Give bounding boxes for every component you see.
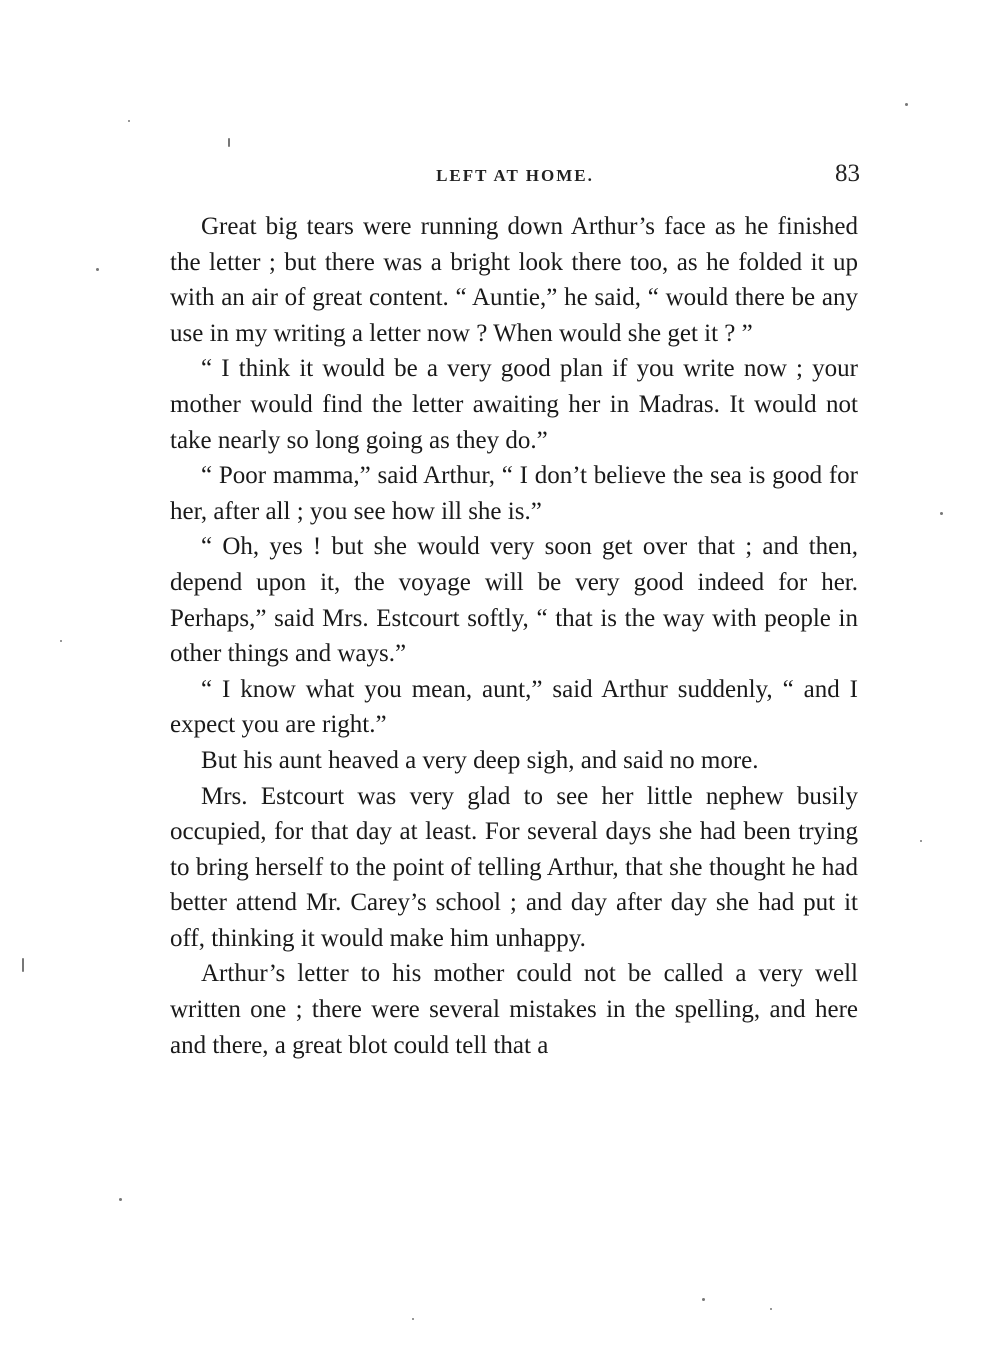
paragraph: “ Poor mamma,” said Arthur, “ I don’t believe the sea is good for her, after all ; you see how ill she is.” — [170, 462, 858, 525]
scan-speck — [96, 268, 99, 271]
scan-speck — [905, 103, 908, 106]
paragraph: But his aunt heaved a very deep sigh, and said no more. — [201, 746, 759, 774]
scan-speck — [920, 840, 922, 842]
paragraph: “ Oh, yes ! but she would very soon get over that ; and then, depend upon it, the voyage will be very good indeed for her. Perhaps,” said Mrs. Estcourt softly, “ that is the way with people in other things and ways.” — [170, 533, 858, 668]
scan-speck — [128, 120, 130, 122]
scan-speck — [770, 1308, 772, 1310]
paragraph: Arthur’s letter to his mother could not be called a very well written one ; there were several mistakes in the spelling, and here and there, a great blot could tell that a — [170, 960, 858, 1059]
body-text — [170, 209, 858, 1063]
scan-speck — [60, 640, 62, 642]
scan-speck — [228, 138, 230, 147]
paragraph: “ I know what you mean, aunt,” said Arthur suddenly, “ and I expect you are right.” — [170, 675, 858, 739]
scan-speck — [412, 1318, 414, 1320]
page-number: 83 — [835, 160, 860, 187]
paragraph: Great big tears were running down Arthur’s face as he finished the letter ; but there was a bright look there too, as he folded it up with an air of great content. “ Auntie,” he said, “ would there be any use in my writing a letter now ? When would she get it ? ” — [170, 213, 858, 347]
scan-speck — [119, 1198, 122, 1201]
running-title: LEFT AT HOME. — [436, 166, 594, 185]
paragraph: Mrs. Estcourt was very glad to see her little nephew busily occupied, for that day at least. For several days she had been trying to bring herself to the point of telling Arthur, that she thought he had better attend Mr. Carey’s school ; and day after day she had put it off, thinking it would make him unhappy. — [170, 782, 858, 952]
paragraph: “ I think it would be a very good plan if you write now ; your mother would find the letter awaiting her in Madras. It would not take nearly so long going as they do.” — [170, 355, 858, 454]
scan-speck — [702, 1298, 705, 1301]
running-head — [170, 160, 860, 192]
scan-speck — [940, 512, 943, 515]
scan-speck — [22, 958, 24, 972]
